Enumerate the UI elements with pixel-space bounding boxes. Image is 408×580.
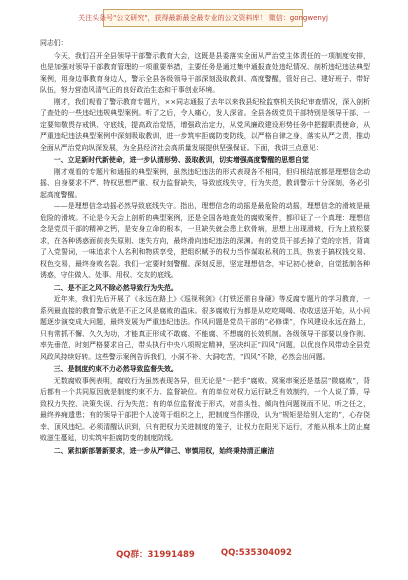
footer-qq: QQ:535304092 [220, 548, 292, 558]
section-3-heading: 三、是制度约束不力必然导致监督失效。 [53, 365, 178, 373]
intro-paragraph-1: 今天，我们召开全县领导干部警示教育大会，这既是县委落实全面从严治党主体责任的一项制度安排，也是加强对领导干部教育管理的一项重要举措，主要任务是通过集中通报查处违纪情况、剖析违纪违法典型案例，用身边事教育身边人，警示全县各级领导干部深刻汲取教训、高度警醒，管好自己、建好班子、带好队伍，努力营造风清气正的良好政治生态和干事创业环境。 [40, 51, 370, 94]
section-2-heading: 二、是不正之风不除必然导致行为失范。 [53, 283, 178, 292]
section-1-paragraph-2: ——是理想信念动摇必然导致底线失守。指出，理想信念的动摇是最危险的动摇，理想信念的滑坡是最危险的滑坡。不论是今天会上剖析的典型案例，还是全国各地查处的腐败案件，都印证了一个真理：理想信念是党员干部的精神之钙，是安身立命的根本，一旦缺失就会患上软骨病，思想上出现滑坡，行为上放松要求，在各种诱惑面前丧失原则、迷失方向，最终滑向违纪违法的深渊。有的党员干部丢掉了党的宗旨，背离了入党誓词，一味追求个人名利和物质享受，把组织赋予的权力当作谋取私利的工具，热衷于搞权钱交易、权色交易，最终身败名裂。我们一定要时刻警醒、深刻反思，坚定理想信念，牢记初心使命，自觉抵制各种诱惑，守住做人、处事、用权、交友的底线。 [40, 202, 370, 279]
footer-qq-group: QQ群：31991489 [116, 550, 195, 560]
document-body [40, 38, 370, 457]
section-3-paragraph-1: 无数腐败事例表明，腐败行为虽然表现各异，但无论是“一把手”腐败、窝案串案还是基层“微腐败”，背后都有一个共同原因就是制度约束不力、监督缺位。有的单位对权力运行缺乏有效制约，一个人说了算，导致权力失控、决策失误、行为失范；有的单位监督流于形式，对苗头性、倾向性问题视而不见、听之任之，最终养痈遗患；有的领导干部把个人凌驾于组织之上，把制度当作摆设，认为“规矩是给别人定的”，心存侥幸、顶风违纪。必须清醒认识到，只有把权力关进制度的笼子，让权力在阳光下运行，才能从根本上防止腐败滋生蔓延，切实筑牢拒腐防变的制度防线。 [40, 376, 370, 442]
section-1-heading: 一、立足新时代新使命，进一步认清形势、汲取教训，切实增强高度警醒的思想自觉 [53, 156, 309, 164]
section-1-paragraph-1: 刚才观看的专题片和通报的典型案例，虽然违纪违法的形式表现各不相同，但归根结底都是理想信念动摇、自身要求不严、特权思想严重、权力监督缺失，导致底线失守，行为失范，教训警示十分深刻，务必引起高度警醒。 [40, 167, 370, 199]
header-banner [78, 9, 328, 27]
section-4-heading: 二、紧扣新部署新要求，进一步从严律己、审慎用权，始终秉持清正廉洁 [53, 446, 275, 455]
section-2-paragraph-1: 近年来，我们先后开展了《永远在路上》《巡视利剑》《打铁还需自身硬》等反腐专题片的学习教育，一系列最直接的教育警示就是不正之风是腐败的温床。很多腐败行为都是从吃吃喝喝、收收送送开始，从小问题逐步演变成大问题，最终发展为严重违纪违法。作风问题是党员干部的“必修课”，作风建设永远在路上，只有常抓不懈、久久为功，才能真正形成不敢腐、不能腐、不想腐的长效机制。各级领导干部要以身作则、率先垂范，时刻严格要求自己，带头执行中央八项规定精神，坚决纠正“四风”问题，以优良作风带动全县党风政风持续好转。这些警示案例告诉我们，小洞不补、大洞吃苦，“四风”不除，必然会出问题。 [40, 295, 370, 361]
intro-paragraph-2: 刚才，我们观看了警示教育专题片，××同志通报了去年以来我县纪检监察机关执纪审查情况，深入剖析了查处的一些违纪违规典型案例。听了之后，令人痛心，发人深省。全县各级党员干部特别是领导干部，一定要知敬畏存戒惧、守底线，提高政治觉悟，增强政治定力，从党风廉政建设形势任务中把握职责使命，从严重违纪违法典型案例中深刻吸取教训，进一步筑牢拒腐防变防线，以严格自律之身，落实从严之责，推动全面从严治党向纵深发展，为全县经济社会高质量发展提供坚强保证。下面，我讲三点意见： [40, 97, 370, 152]
footer-contact [0, 548, 408, 560]
salutation: 同志们： [40, 39, 68, 47]
banner-text: 关注头条号"公文研究"，获得最新最全最专业的公文资料库！ 微信：gongwenyj [78, 14, 328, 22]
